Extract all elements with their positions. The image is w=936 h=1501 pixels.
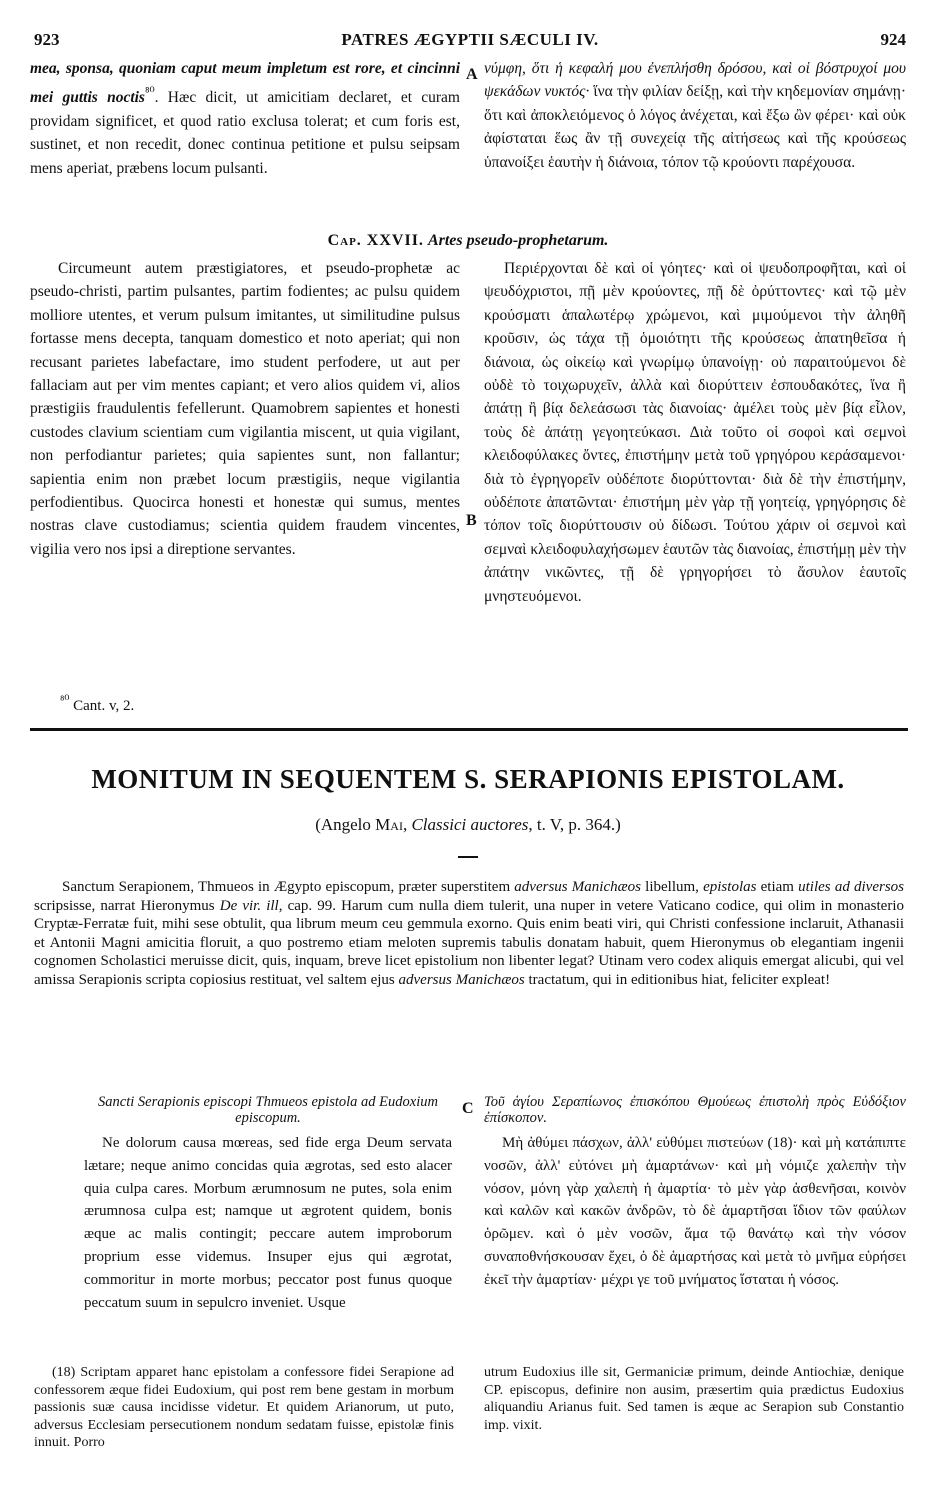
left-page-number: 923 bbox=[34, 30, 60, 49]
source-open: (Angelo bbox=[315, 815, 376, 834]
footnote-18-left-text: (18) Scriptam apparet hanc epistolam a confessore fidei Serapione ad confessorem æque fidei Eudoxium, qui post rem bene gestam in morbum passionis suæ causa incidisse videtur. Et quidem Arianorum, ut puto, adversus Ecclesiam persecutionem nondum sedatam fuisse, epistolæ finis innuit. Porro bbox=[34, 1365, 454, 1451]
intro-text-4: scripsisse, narrat Hieronymus bbox=[34, 897, 220, 914]
chapter-heading bbox=[0, 232, 936, 250]
scripture-quote-greek: νύμφη, ὅτι ἡ κεφαλή μου ἐνεπλήσθη δρόσου, καὶ οἱ βόστρυχοί μου ψεκάδων νυκτός· bbox=[484, 60, 906, 101]
top-right-paragraph bbox=[484, 57, 906, 174]
scripture-quote-latin: mea, sponsa, quoniam caput meum impletum est rore, et cincinni mei guttis noctis bbox=[30, 60, 460, 107]
footnote-18-right-text: utrum Eudoxius ille sit, Germaniciæ primum, deinde Antiochiæ, denique CP. episcopus, definire non ausim, præsertim quia prædictus Eudoxius aliquandiu Arianus fuit. Sed tamen is æque ac Serapion sub Constantio imp. vixit. bbox=[484, 1365, 904, 1433]
chapter-label: Cap. XXVII. bbox=[327, 232, 424, 249]
intro-text-1: Sanctum Serapionem, Thmueos in Ægypto episcopum, præter superstitem bbox=[62, 879, 515, 895]
intro-italic-3: utiles ad diversos bbox=[798, 879, 905, 895]
intro-italic-1: adversus Manichæos bbox=[514, 879, 641, 895]
top-left-rest: . Hæc dicit, ut amicitiam declaret, et curam providam significet, et quod ratio exclusa tolerat; et cum foris est, sustinet, et non recedit, donec continua petitione et pulsu seipsam mens aperiat, præbens locum pulsanti. bbox=[30, 89, 460, 177]
footnote-ref-18: (18) bbox=[767, 1135, 793, 1151]
top-left-latin-column bbox=[30, 57, 460, 180]
footnote-80-text: Cant. v, 2. bbox=[69, 698, 135, 714]
margin-marker-a: A bbox=[466, 66, 478, 83]
top-left-paragraph bbox=[30, 57, 460, 180]
intro-italic-5: adversus Manichæos bbox=[398, 971, 525, 988]
mid-left-latin-column bbox=[30, 257, 460, 561]
source-sep: , bbox=[402, 815, 412, 834]
title-dash bbox=[458, 856, 478, 858]
epistle-greek-heading: Τοῦ ἁγίου Σεραπίωνος ἐπισκόπου Θμούεως ἐπιστολὴ πρὸς Εὐδόξιον ἐπίσκοπον. bbox=[484, 1094, 906, 1126]
intro-italic-2: epistolas bbox=[703, 879, 757, 895]
footnote-80 bbox=[60, 692, 134, 716]
intro-text-5: , cap. 99. Harum cum nulla diem tulerit, una nuper in vetere Vaticano codice, qui olim in monasterio Cryptæ-Ferratæ fuit, mihi sese obtulit, qua librum meum ceu gemmula exorno. Quis enim beati viri, qui Christi confessione inclaruit, Athanasii et Antonii Magni amicitia floruit, a quo postremo etiam meloten supremis tabulis donatam habuit, quem Hieronymus ob elegantiam ingenii cognomen Scholastici meruisse dicit, quis, inquam, breve licet epistolium non libenter legat? Utinam vero codex aliquis emergat alicubi, qui vel amissa Serapionis scripta copiosius restituat, vel saltem ejus bbox=[34, 897, 904, 988]
mid-left-paragraph: Circumeunt autem præstigiatores, et pseudo-prophetæ ac pseudo-christi, partim pulsantes, partim fodientes; ac pulsu quidem molliore utentes, et verum pulsum imitantes, ut similitudine pulsus fortasse mens decepta, tanquam domestico et noto aperiat; qui non recusant parietes labefactare, imo student perfodere, ut aut per fallaciam aut per vim mentes capiant; et vero alios quidem vi, alios præstigiis fraudulentis fefellerunt. Quamobrem sapientes et honesti custodes clavium scientiam cum vigilantia miscent, ut quia vigilant, non perfodiantur parietes; quia sapientes sunt, non fallantur; sapientia enim non præbet locum præstigiis, neque vigilantia perfodientibus. Quocirca honesti et honestæ qui sumus, mentes nostras clave custodiamus; scientia quidem fraudem vincentes, vigilia vero nos ipsi a direptione servantes. bbox=[30, 260, 460, 558]
intro-text-6: tractatum, qui in editionibus hiat, feliciter expleat! bbox=[524, 971, 831, 988]
margin-marker-b: B bbox=[466, 512, 477, 529]
epistle-greek-text bbox=[484, 1132, 906, 1292]
footnote-18-left bbox=[34, 1364, 454, 1452]
greek-text-a: Μὴ ἀθύμει πάσχων, ἀλλ' εὐθύμει πιστεύων bbox=[502, 1135, 768, 1151]
mid-right-paragraph: Περιέρχονται δὲ καὶ οἱ γόητες· καὶ οἱ ψευδοπροφῆται, καὶ οἱ ψευδόχριστοι, πῇ μὲν κρούοντες, πῇ δὲ ὀρύττοντες· καὶ τῷ μὲν κρούσματι ἁπαλωτέρῳ χρώμενοι, καὶ μιμούμενοι τὴν ἀληθῆ κροῦσιν, ὡς τάχα τῇ ὁμοιότητι τῆς κρούσεως ἀπατηθεῖσα ἡ διάνοια, ὡς οἰκείῳ καὶ γνωρίμῳ ὑπανοίγῃ· οὐ παραιτούμενοι δὲ οὐδὲ τὸ τοιχωρυχεῖν, ἀλλὰ καὶ διορύττειν ἐσπουδακότες, ἵνα ἢ ἀπάτῃ ἢ βίᾳ δελεάσωσι τὰς διανοίας· ἀμέλει τοὺς μὲν βίᾳ εἷλον, τοὺς δὲ ἀπάτῃ γεγοητεύκασι. Διὰ τοῦτο οἱ σοφοὶ καὶ σεμνοὶ κλειδοφύλακες ὄντες, ἐπιστήμην μετὰ τοῦ γρηγόρου κεράσαμενοι· διὰ τὸ ἐγρηγορεῖν οὐδέποτε διορύττονται· διὰ δὲ τὴν ἐπιστήμην, οὐδέποτε ἀπατῶνται· ἐπιστήμη μὲν γὰρ τῇ γοητείᾳ, γρηγόρησις δὲ τόπον τοῖς διορύττουσιν οὐ δίδωσι. Τούτου χάριν οἱ σεμνοὶ καὶ σεμναὶ κλειδοφυλαχήσωμεν ἑαυτῶν τὰς διανοίας, ἐπιστήμῃ μὲν τὴν ἀπάτην νικῶντες, τῇ δὲ γρηγορήσει τὸ ἄσυλον ἑαυτοῖς μνηστευόμενοι. bbox=[484, 260, 906, 605]
source-author: Mai bbox=[375, 815, 403, 834]
running-title: PATRES ÆGYPTII SÆCULI IV. bbox=[341, 30, 599, 49]
intro-italic-4: De vir. ill bbox=[219, 897, 279, 914]
intro-text-3: etiam bbox=[756, 879, 799, 895]
intro-text-2: libellum, bbox=[640, 879, 704, 895]
top-right-rest: ἵνα τὴν φιλίαν δείξῃ, καὶ τὴν κηδεμονίαν σημάνῃ· ὅτι καὶ ἀποκλειόμενος ὁ λόγος ἀνέχεται, καὶ ἔξω ὢν φέρει· καὶ οὐκ ἀφίσταται ἕως ἂν τῇ συνεχείᾳ τῆς αἰτήσεως καὶ τῆς κρούσεως ὑπανοίξει ἑαυτὴν ἡ διάνοια, τόπον τῷ κρούοντι παρέχουσα. bbox=[484, 83, 906, 171]
source-work: Classici auctores bbox=[411, 815, 529, 834]
monitum-source bbox=[0, 815, 936, 835]
section-rule bbox=[30, 728, 908, 731]
epistle-latin-text: Ne dolorum causa mœreas, sed fide erga Deum servata lætare; neque animo concidas quia ægrotas, sed esto alacer quia culpa cares. Morbum ærumnosum ne putes, sola enim ærumnosa culpa est; namque ut ægrotent quidem, bonis æque ac malis contingit; peccare autem improborum proprium esse videmus. Insuper ejus qui ægrotat, commoritur in morte morbus; peccator post funus quoque peccatum suum in sepulcro inveniet. Usque bbox=[84, 1135, 452, 1311]
footnote-ref-80: ⁸⁰ bbox=[144, 84, 155, 100]
epistle-latin-heading: Sancti Serapionis episcopi Thmueos epistola ad Eudoxium episcopum. bbox=[98, 1094, 438, 1126]
running-header bbox=[34, 30, 906, 52]
monitum-paragraph bbox=[34, 878, 904, 990]
chapter-title: Artes pseudo-prophetarum. bbox=[427, 232, 609, 249]
footnote-80-ref: ⁸⁰ bbox=[60, 693, 70, 707]
top-right-greek-column bbox=[484, 57, 906, 174]
right-page-number: 924 bbox=[880, 30, 906, 49]
footnote-18-right bbox=[484, 1364, 904, 1434]
epistle-latin-column bbox=[84, 1094, 452, 1314]
greek-text-b: · καὶ μὴ κατάπιπτε νοσῶν, ἀλλ' εὐτόνει μὴ ἁμαρτάνων· καὶ μὴ νόμιζε χαλεπὴν τὴν νόσον, μόνη γὰρ χαλεπὴ ἡ ἁμαρτία· τὸ μὲν γὰρ ἀσθενῆσαι, κοινὸν καὶ καλῶν καὶ κακῶν ἀνδρῶν, τὸ δὲ ἁμαρτῆσαι ἴδιον τῶν φαύλων ὁρῶμεν. καὶ ὁ μὲν νοσῶν, ἅμα τῷ θανάτῳ καὶ τὴν νόσον συναποθνήσκουσαν ἔχει, ὁ δὲ ἁμαρτήσας καὶ μετὰ τὸ μνῆμα εὑρήσει ἐκεῖ τὴν ἁμαρτίαν· μέχρι γε τοῦ μνήματος ἵσταται ἡ νόσος. bbox=[484, 1135, 906, 1288]
margin-marker-c: C bbox=[462, 1100, 474, 1117]
epistle-greek-column bbox=[484, 1094, 906, 1292]
monitum-title: MONITUM IN SEQUENTEM S. SERAPIONIS EPISTOLAM. bbox=[91, 764, 845, 794]
source-tail: , t. V, p. 364.) bbox=[528, 815, 621, 834]
mid-right-greek-column bbox=[484, 257, 906, 608]
